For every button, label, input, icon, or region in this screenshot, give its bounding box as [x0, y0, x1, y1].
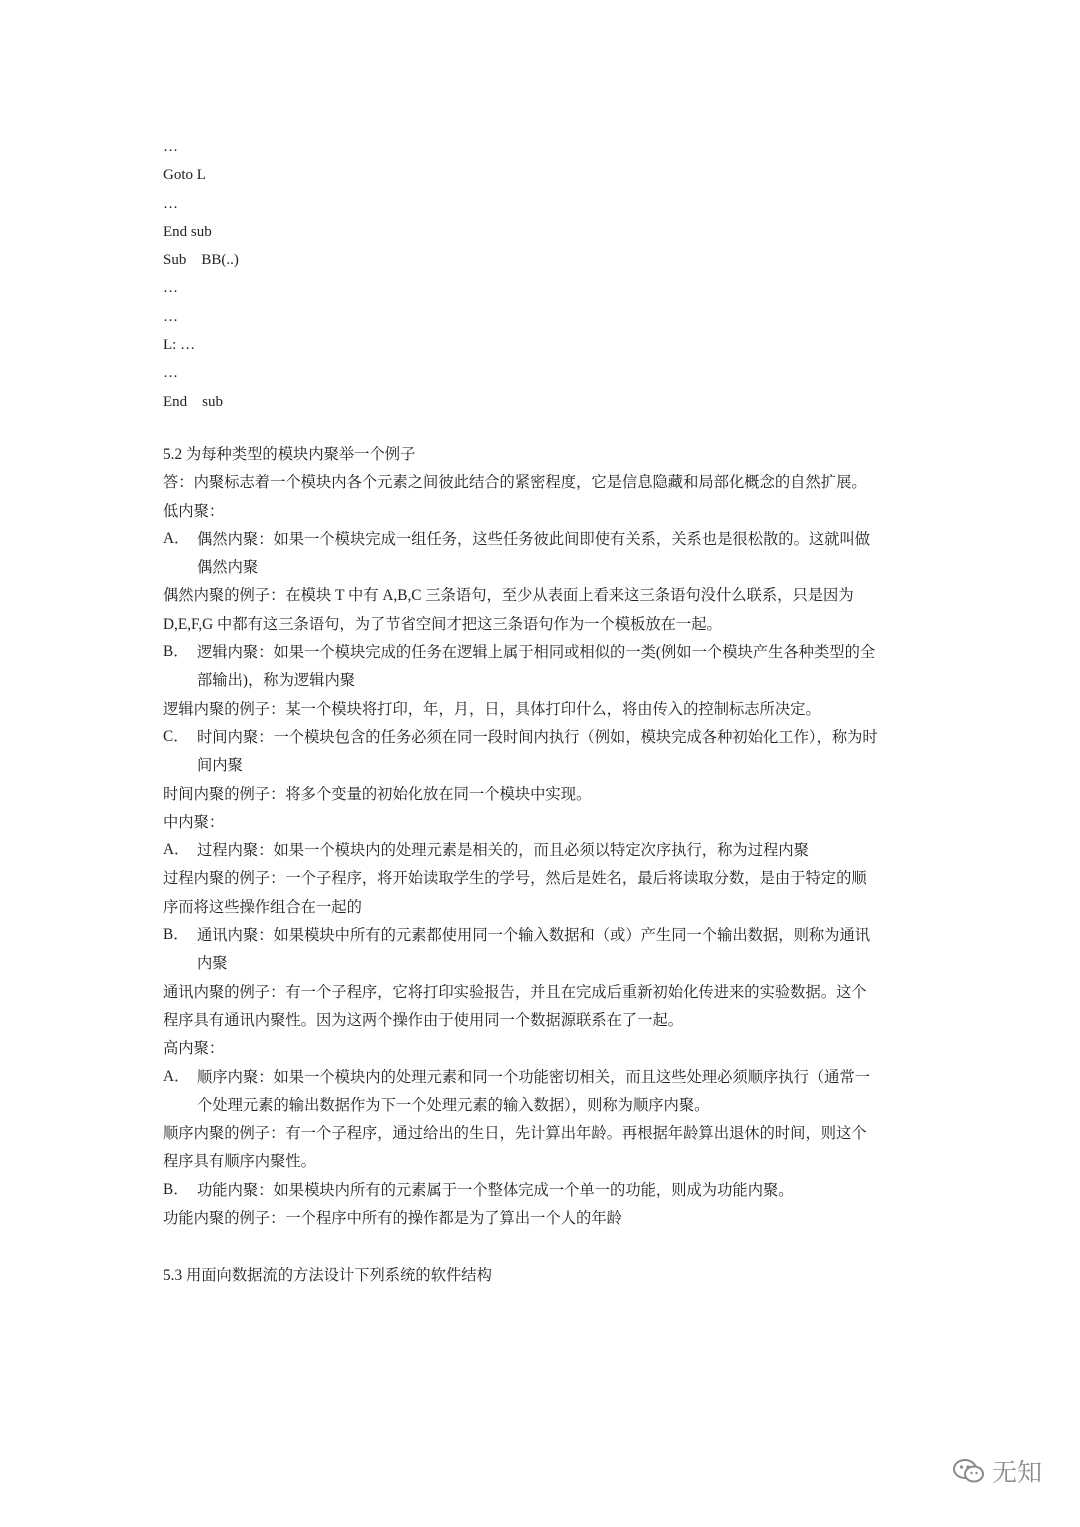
item-marker: B．: [163, 1180, 189, 1198]
example-line: 通讯内聚的例子：有一个子程序，它将打印实验报告，并且在完成后重新初始化传进来的实验数据。这个: [163, 983, 867, 1001]
item-line: 个处理元素的输出数据作为下一个处理元素的输入数据），则称为顺序内聚。: [197, 1096, 710, 1114]
item-line: 过程内聚：如果一个模块内的处理元素是相关的，而且必须以特定次序执行，称为过程内聚: [197, 842, 809, 860]
answer-paragraph: 答：内聚标志着一个模块内各个元素之间彼此结合的紧密程度，它是信息隐藏和局部化概念的自然扩展。: [163, 474, 867, 492]
communicational-cohesion-item: [163, 922, 923, 979]
logical-cohesion-item: [163, 639, 923, 696]
wechat-icon: [952, 1457, 986, 1485]
item-body: [197, 1177, 923, 1205]
item-line: 功能内聚：如果模块内所有的元素属于一个整体完成一个单一的功能，则成为功能内聚。: [197, 1181, 794, 1199]
code-block: [163, 133, 463, 416]
code-line: End sub: [163, 393, 223, 410]
item-marker: A．: [163, 529, 190, 547]
item-marker: B．: [163, 643, 189, 661]
watermark-text: 无知: [991, 1458, 1042, 1487]
example-line: 功能内聚的例子：一个程序中所有的操作都是为了算出一个人的年龄: [163, 1210, 622, 1228]
code-line: …: [163, 308, 178, 325]
item-line: 内聚: [197, 955, 228, 973]
code-line: …: [163, 139, 178, 155]
temporal-cohesion-item: [163, 724, 923, 781]
example-line: 逻辑内聚的例子：某一个模块将打印，年，月，日，具体打印什么，将由传入的控制标志所决定。: [163, 700, 821, 718]
item-line: 时间内聚：一个模块包含的任务必须在同一段时间内执行（例如，模块完成各种初始化工作），称为时: [197, 728, 878, 746]
code-line: End sub: [163, 223, 212, 240]
item-marker: A．: [163, 841, 190, 859]
example-line: 程序具有通讯内聚性。因为这两个操作由于使用同一个数据源联系在了一起。: [163, 1011, 684, 1029]
example-line: 序而将这些操作组合在一起的: [163, 898, 362, 916]
item-line: 逻辑内聚：如果一个模块完成的任务在逻辑上属于相同或相似的一类(例如一个模块产生各种类型的全: [197, 644, 876, 662]
item-line: 间内聚: [197, 757, 243, 775]
coincidental-cohesion-item: [163, 526, 923, 583]
example-line: D,E,F,G 中都有这三条语句，为了节省空间才把这三条语句作为一个模板放在一起。: [163, 615, 722, 633]
item-body: [197, 724, 923, 781]
mid-cohesion-label: 中内聚：: [163, 813, 225, 831]
section-5-3-heading: 5.3 用面向数据流的方法设计下列系统的软件结构: [163, 1266, 492, 1284]
code-line: Goto L: [163, 167, 206, 184]
item-body: [197, 1064, 923, 1121]
watermark: [952, 1453, 1042, 1489]
item-line: 顺序内聚：如果一个模块内的处理元素和同一个功能密切相关，而且这些处理必须顺序执行（通常一: [197, 1068, 871, 1086]
procedural-cohesion-item: [163, 837, 923, 865]
functional-cohesion-item: [163, 1177, 923, 1205]
code-line: L: …: [163, 337, 196, 354]
item-marker: C．: [163, 727, 189, 745]
section-gap: [163, 1233, 923, 1261]
example-line: 时间内聚的例子：将多个变量的初始化放在同一个模块中实现。: [163, 785, 592, 803]
section-5-2-heading: 5.2 为每种类型的模块内聚举一个例子: [163, 446, 416, 463]
code-line: …: [163, 365, 178, 382]
example-line: 顺序内聚的例子：有一个子程序，通过给出的生日，先计算出年龄。再根据年龄算出退休的时间，则这个: [163, 1125, 867, 1143]
item-line: 通讯内聚：如果模块中所有的元素都使用同一个输入数据和（或）产生同一个输出数据，则称为通讯: [197, 927, 871, 945]
example-line: 偶然内聚的例子：在模块 T 中有 A,B,C 三条语句，至少从表面上看来这三条语句没什么联系，只是因为: [163, 587, 854, 605]
item-body: [197, 639, 923, 696]
code-line: …: [163, 195, 178, 212]
item-line: 部输出)，称为逻辑内聚: [197, 672, 356, 690]
example-line: 程序具有顺序内聚性。: [163, 1153, 316, 1171]
code-line: Sub BB(..): [163, 252, 239, 269]
sequential-cohesion-item: [163, 1064, 923, 1121]
item-body: [197, 526, 923, 583]
item-line: 偶然内聚：如果一个模块完成一组任务，这些任务彼此间即使有关系，关系也是很松散的。这就叫做: [197, 530, 871, 548]
item-marker: A．: [163, 1067, 190, 1085]
example-line: 过程内聚的例子：一个子程序，将开始读取学生的学号，然后是姓名，最后将读取分数，是由于特定的顺: [163, 870, 867, 888]
high-cohesion-label: 高内聚：: [163, 1040, 225, 1058]
code-line: …: [163, 280, 178, 297]
item-line: 偶然内聚: [197, 559, 259, 577]
main-text: [163, 441, 923, 1290]
item-body: [197, 837, 923, 865]
low-cohesion-label: 低内聚：: [163, 502, 225, 520]
item-marker: B．: [163, 926, 189, 944]
item-body: [197, 922, 923, 979]
